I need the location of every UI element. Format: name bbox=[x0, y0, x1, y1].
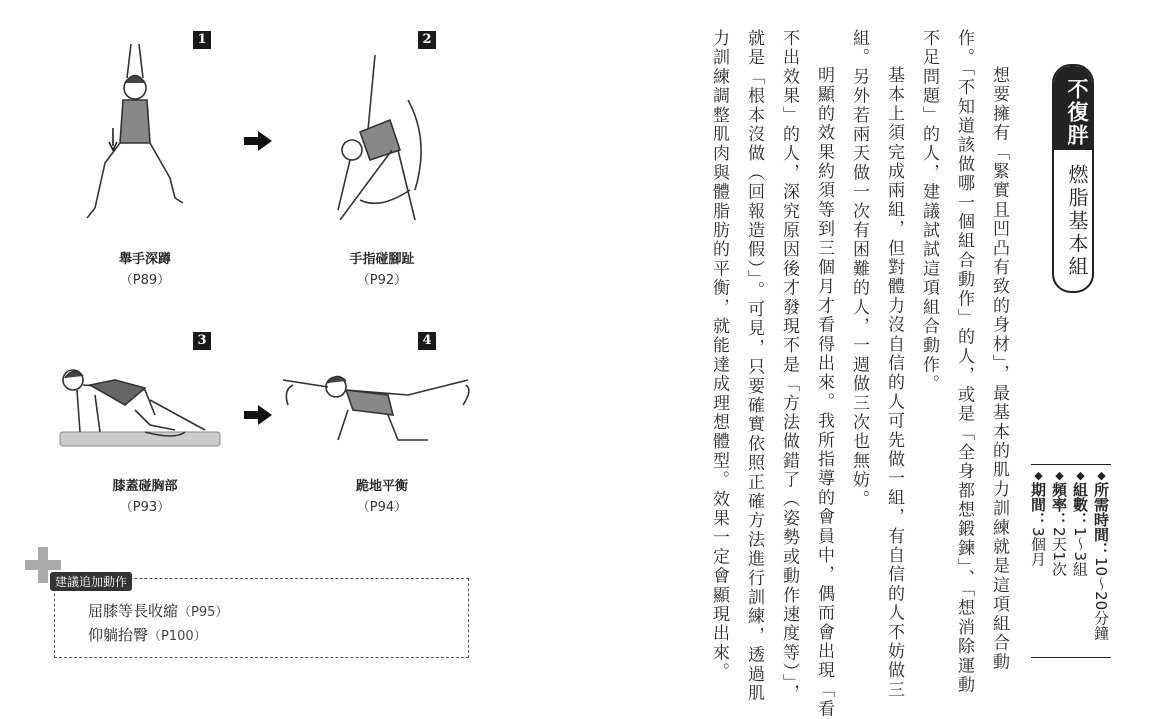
body-column: 想要擁有「緊實且凹凸有致的身材」，最基本的肌力訓練就是這項組合動 bbox=[989, 66, 1009, 672]
title-badge bbox=[1052, 64, 1094, 293]
suggested-item-name: 仰躺抬臀 bbox=[88, 626, 149, 644]
info-label: 所需時間： bbox=[1092, 482, 1110, 557]
step-number: 3 bbox=[193, 332, 211, 350]
exercise-name: 舉手深蹲 bbox=[118, 252, 171, 267]
info-label: 組數： bbox=[1071, 482, 1089, 527]
title-sub: 燃脂基本組 bbox=[1065, 164, 1089, 279]
info-value: 3個月 bbox=[1029, 527, 1047, 567]
figure-lunge-illustration bbox=[75, 38, 195, 228]
info-label: 頻率： bbox=[1050, 482, 1068, 527]
figure-knee-to-chest-illustration bbox=[55, 360, 225, 455]
figure-toe-touch-illustration bbox=[320, 50, 430, 230]
body-column: 組。另外若兩天做一次有困難的人，一週做三次也無妨。 bbox=[849, 29, 869, 509]
exercise-page: （P89） bbox=[119, 273, 171, 288]
figure-kneeling-balance-illustration bbox=[278, 365, 483, 455]
exercise-page: （P94） bbox=[356, 500, 408, 515]
suggested-item-name: 屈膝等長收縮 bbox=[88, 602, 179, 620]
body-column: 明顯的效果約須等到三個月才看得出來。我所指導的會員中，偶而會出現「看 bbox=[814, 66, 834, 719]
body-column: 作。「不知道該做哪一個組合動作」的人，或是「全身都想鍛鍊」、「想消除運動 bbox=[954, 29, 974, 695]
body-column: 就是「根本沒做（回報造假）」。可見，只要確實依照正確方法進行訓練，透過肌 bbox=[744, 29, 764, 704]
suggested-tag: 建議追加動作 bbox=[50, 572, 132, 591]
suggested-item-page: （P95） bbox=[178, 605, 229, 620]
body-column: 力訓練調整肌肉與體脂肪的平衡，就能達成理想體型。效果一定會顯現出來。 bbox=[709, 29, 729, 682]
exercise-page: （P93） bbox=[119, 500, 171, 515]
arrow-right-icon bbox=[244, 131, 272, 151]
body-column: 基本上須完成兩組，但對體力沒自信的人可先做一組，有自信的人不妨做三 bbox=[884, 66, 904, 700]
step-number: 4 bbox=[418, 332, 436, 350]
info-frequency: ◆頻率：2天1次 bbox=[1050, 469, 1068, 577]
info-top-rule bbox=[1031, 464, 1111, 465]
exercise-name: 膝蓋碰胸部 bbox=[112, 479, 178, 494]
body-column: 不足問題」的人，建議試試這項組合動作。 bbox=[919, 29, 939, 394]
step-number: 2 bbox=[418, 31, 436, 49]
info-value: 1～3組 bbox=[1071, 527, 1089, 577]
info-value: 2天1次 bbox=[1050, 527, 1068, 577]
info-sets: ◆組數：1～3組 bbox=[1071, 469, 1089, 577]
info-label: 期間： bbox=[1029, 482, 1047, 527]
info-bottom-rule bbox=[1031, 657, 1111, 658]
title-main: 不復胖 bbox=[1065, 78, 1089, 147]
info-period: ◆期間：3個月 bbox=[1029, 469, 1047, 567]
suggested-item-page: （P100） bbox=[148, 629, 207, 644]
arrow-right-icon bbox=[244, 405, 272, 425]
info-duration: ◆所需時間：10～20分鐘 bbox=[1092, 469, 1110, 641]
exercise-name: 跪地平衡 bbox=[355, 479, 408, 494]
exercise-page: （P92） bbox=[356, 273, 408, 288]
body-column: 不出效果」的人，深究原因後才發現不是「方法做錯了（姿勢或動作速度等）」， bbox=[779, 29, 799, 704]
suggested-item bbox=[88, 624, 207, 645]
suggested-item bbox=[88, 600, 228, 621]
step-number: 1 bbox=[193, 31, 211, 49]
info-value: 10～20分鐘 bbox=[1092, 557, 1110, 641]
exercise-name: 手指碰腳趾 bbox=[349, 252, 415, 267]
